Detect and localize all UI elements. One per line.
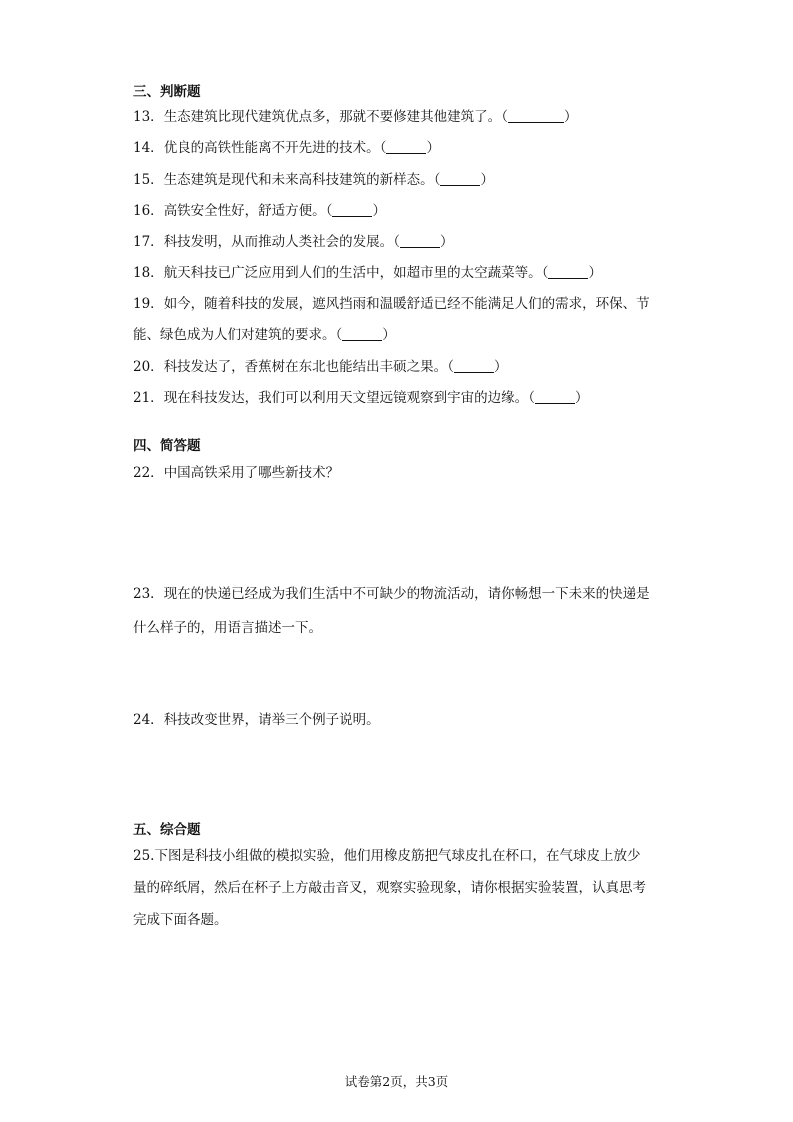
question-number: 24． <box>133 712 164 728</box>
question-17 <box>133 232 453 252</box>
question-19 <box>133 294 650 314</box>
bracket-open: （ <box>501 109 508 125</box>
question-number: 20． <box>133 359 164 375</box>
question-text: 如今，随着科技的发展，遮风挡雨和温暖舒适已经不能满足人们的需求，环保、节 <box>163 296 650 312</box>
bracket-close: ） <box>426 140 440 156</box>
section-heading-comprehensive: 五、综合题 <box>133 822 201 838</box>
question-text: 生态建筑是现代和未来高科技建筑的新样态。 <box>163 172 434 188</box>
section-heading-short-answer: 四、简答题 <box>133 438 201 454</box>
bracket-close: ） <box>574 390 589 406</box>
question-text: 完成下面各题。 <box>133 912 228 928</box>
question-number: 23． <box>133 586 164 602</box>
answer-blank[interactable] <box>535 389 575 404</box>
question-number: 25. <box>133 848 155 864</box>
answer-blank[interactable] <box>342 326 382 341</box>
bracket-open: （ <box>393 234 400 250</box>
question-text: 科技发明，从而推动人类社会的发展。 <box>163 234 394 250</box>
question-25-continued-2 <box>133 910 228 930</box>
question-23 <box>133 584 650 604</box>
answer-blank[interactable] <box>440 171 480 186</box>
question-text: 中国高铁采用了哪些新技术？ <box>163 465 340 481</box>
bracket-close: ） <box>382 327 396 343</box>
bracket-open: （ <box>335 327 343 343</box>
bracket-open: （ <box>528 390 535 406</box>
bracket-close: ） <box>480 172 494 188</box>
answer-blank[interactable] <box>400 233 440 248</box>
question-18 <box>133 263 602 283</box>
question-number: 17． <box>133 234 164 250</box>
page-footer: 试卷第2页，共3页 <box>344 1074 449 1089</box>
bracket-open: （ <box>379 140 387 156</box>
answer-blank[interactable] <box>386 139 426 154</box>
question-21 <box>133 388 588 408</box>
question-25 <box>133 846 640 866</box>
question-text: 生态建筑比现代建筑优点多，那就不要修建其他建筑了。 <box>163 109 502 125</box>
question-22 <box>133 463 339 483</box>
answer-blank[interactable] <box>548 264 588 279</box>
question-text: 现在科技发达，我们可以利用天文望远镜观察到宇宙的边缘。 <box>163 390 529 406</box>
bracket-open: （ <box>433 172 441 188</box>
question-text: 科技发达了，香蕉树在东北也能结出丰硕之果。 <box>163 359 448 375</box>
section-heading-judge: 三、判断题 <box>133 84 201 100</box>
question-text: 什么样子的，用语言描述一下。 <box>133 620 322 636</box>
question-text: 量的碎纸屑，然后在杯子上方敲击音叉，观察实验现象，请你根据实验装置，认真思考 <box>133 880 646 896</box>
bracket-close: ） <box>588 265 602 281</box>
question-23-continued <box>133 618 322 638</box>
question-text: 高铁安全性好，舒适方便。 <box>163 203 326 219</box>
answer-blank[interactable] <box>454 358 494 373</box>
answer-blank[interactable] <box>508 108 564 123</box>
question-number: 19． <box>133 296 164 312</box>
question-number: 13． <box>133 109 164 125</box>
bracket-close: ） <box>439 234 454 250</box>
question-text: 科技改变世界，请举三个例子说明。 <box>163 712 380 728</box>
bracket-close: ） <box>372 203 386 219</box>
answer-blank[interactable] <box>332 202 372 217</box>
question-text: 下图是科技小组做的模拟实验，他们用橡皮筋把气球皮扎在杯口，在气球皮上放少 <box>154 848 641 864</box>
question-number: 14． <box>133 140 164 156</box>
question-14 <box>133 138 440 158</box>
bracket-open: （ <box>541 265 549 281</box>
question-15 <box>133 170 494 190</box>
question-number: 21． <box>133 390 164 406</box>
question-text: 能、绿色成为人们对建筑的要求。 <box>133 327 336 343</box>
question-13 <box>133 107 577 127</box>
question-number: 16． <box>133 203 164 219</box>
question-16 <box>133 201 386 221</box>
question-number: 15． <box>133 172 164 188</box>
question-24 <box>133 710 380 730</box>
bracket-open: （ <box>447 359 454 375</box>
question-20 <box>133 357 507 377</box>
question-number: 18． <box>133 265 164 281</box>
question-text: 现在的快递已经成为我们生活中不可缺少的物流活动，请你畅想一下未来的快递是 <box>163 586 650 602</box>
question-25-continued-1 <box>133 878 646 898</box>
bracket-open: （ <box>325 203 333 219</box>
question-text: 航天科技已广泛应用到人们的生活中，如超市里的太空蔬菜等。 <box>163 265 542 281</box>
question-number: 22． <box>133 465 164 481</box>
question-text: 优良的高铁性能离不开先进的技术。 <box>163 140 380 156</box>
bracket-close: ） <box>493 359 508 375</box>
bracket-close: ） <box>563 109 578 125</box>
question-19-continued <box>133 325 396 345</box>
